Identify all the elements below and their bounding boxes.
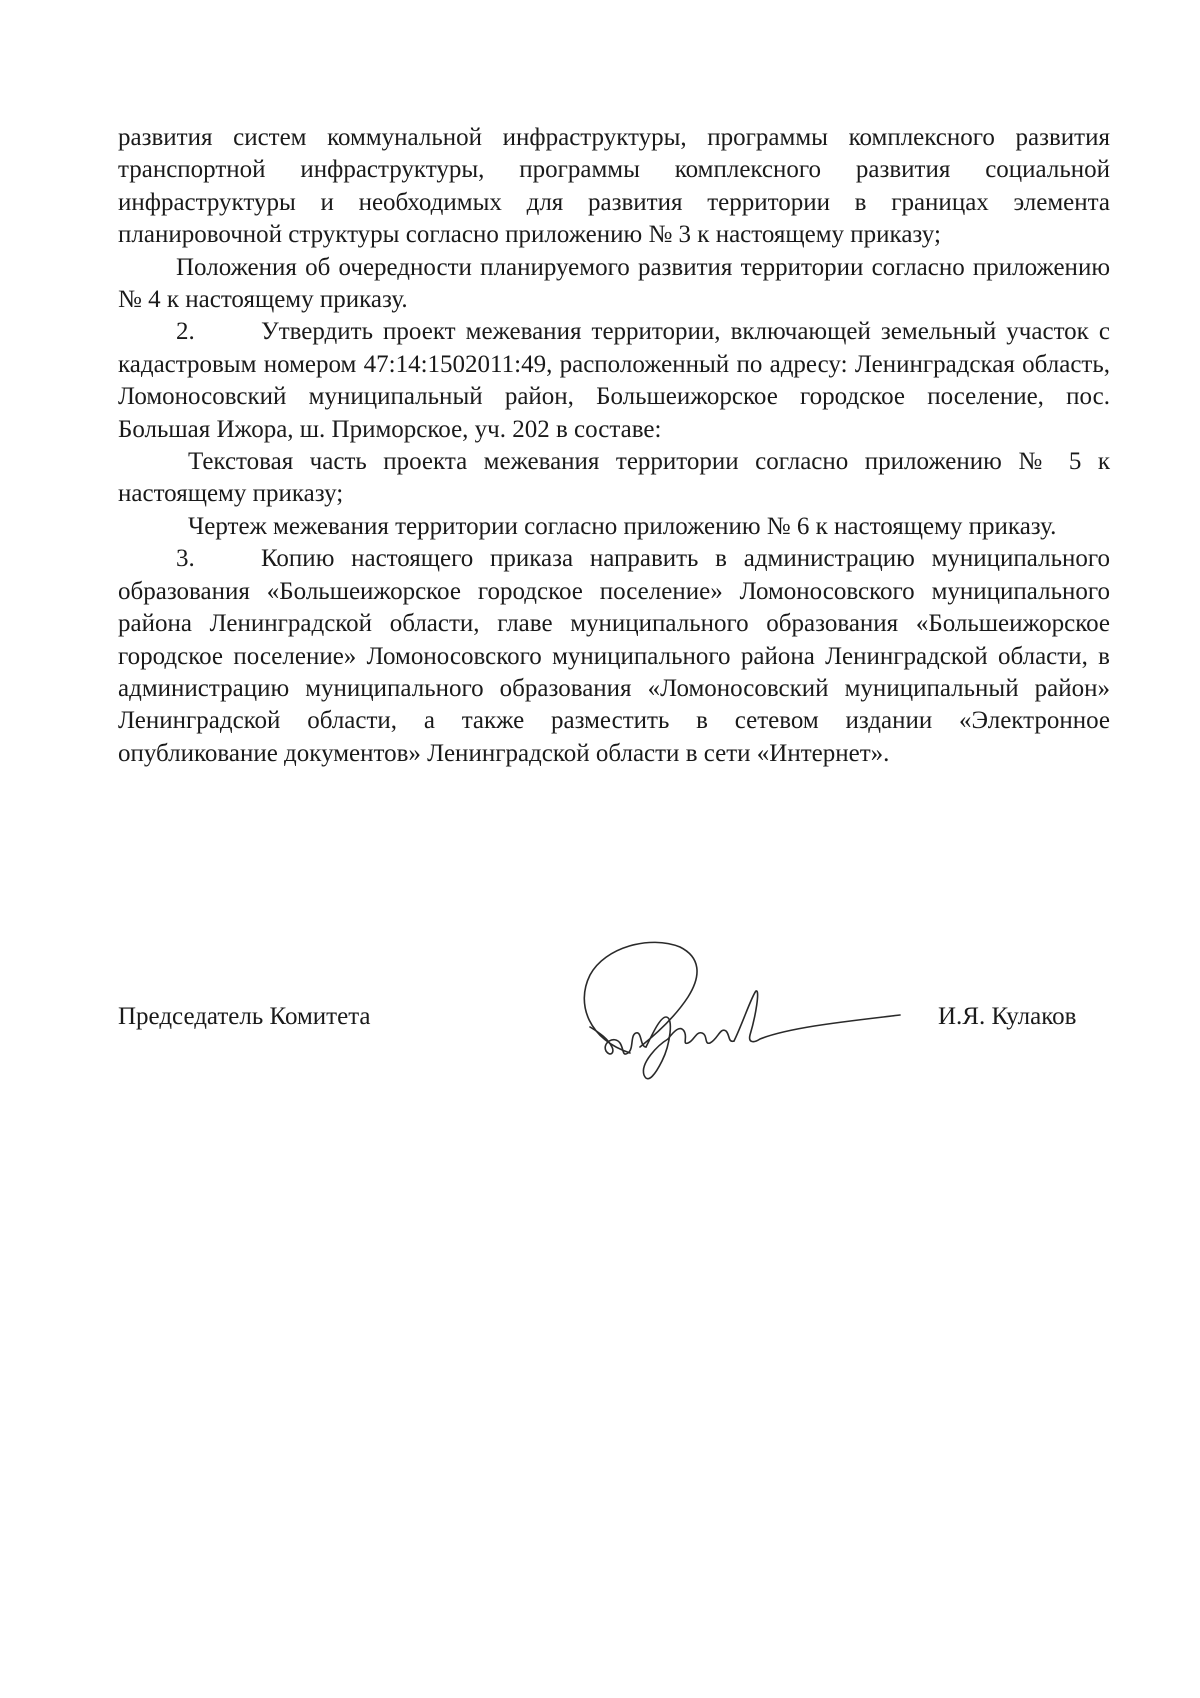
- paragraph-text-part: Текстовая часть проекта межевания территории согласно приложению № 5 к настоящему приказу;: [118, 448, 1110, 508]
- item-2-text: Утвердить проект межевания территории, включающей земельный участок с кадастровым номером 47:14:1502011:49, расположенный по адресу: Ленинградская область, Ломоносовский муниципальный район, Большеижорское городское поселение, пос. Большая Ижора, ш. Приморское, уч. 202 в составе:: [118, 318, 1110, 443]
- signatory-role: Председатель Комитета: [118, 1003, 371, 1030]
- paragraph-continuation: развития систем коммунальной инфраструктуры, программы комплексного развития транспортной инфраструктуры, программы комплексного развития социальной инфраструктуры и необходимых для развития территории в границах элемента планировочной структуры согласно приложению № 3 к настоящему приказу;: [118, 124, 1110, 249]
- signatory-name: И.Я. Кулаков: [938, 1003, 1077, 1030]
- paragraph-drawing: Чертеж межевания территории согласно приложению № 6 к настоящему приказу.: [188, 512, 1057, 540]
- handwritten-signature-icon: [570, 935, 905, 1085]
- item-number-2: 2.: [176, 318, 195, 346]
- item-3-text: Копию настоящего приказа направить в администрацию муниципального образования «Большеижорское городское поселение» Ломоносовского муниципального района Ленинградской области, главе муниципального образования «Большеижорское городское поселение» Ломоносовского муниципального района Ленинградской области, в администрацию муниципального образования «Ломоносовский муниципальный район» Ленинградской области, а также разместить в сетевом издании «Электронное опубликование документов» Ленинградской области в сети «Интернет».: [118, 545, 1110, 767]
- paragraph-provisions: Положения об очередности планируемого развития территории согласно приложению № 4 к настоящему приказу.: [118, 253, 1110, 314]
- item-number-3: 3.: [176, 545, 195, 573]
